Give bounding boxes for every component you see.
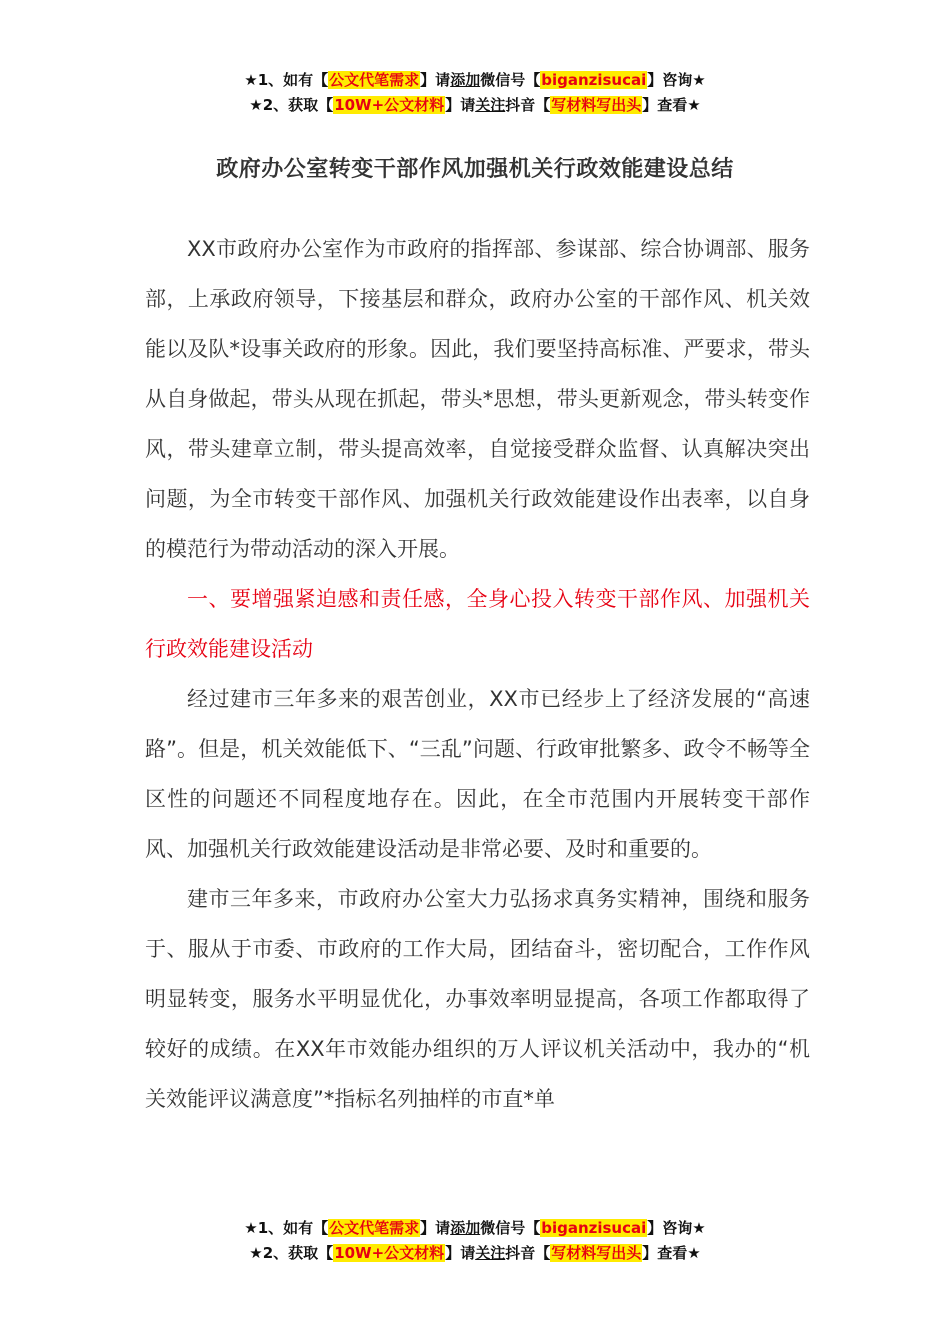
promo-highlight: 公文代笔需求 [329,71,420,89]
promo-wechat-id: biganzisucai [541,71,647,89]
document-body [145,224,810,1124]
promo-text: ★2、获取【 [249,96,334,114]
document-title: 政府办公室转变干部作风加强机关行政效能建设总结 [216,157,734,182]
promo-underline: 添加 [450,1219,481,1237]
promo-line-1 [0,1216,950,1241]
promo-text: ★1、如有【 [244,71,329,89]
promo-text: 抖音【 [505,96,551,114]
promo-text: 】咨询★ [647,1219,706,1237]
promo-text: 微信号【 [480,1219,541,1237]
paragraph-background: 经过建市三年多来的艰苦创业，XX市已经步上了经济发展的“高速路”。但是，机关效能低下、“三乱”问题、行政审批繁多、政令不畅等全区性的问题还不同程度地存在。因此，在全市范围内开展转变干部作风、加强机关行政效能建设活动是非常必要、及时和重要的。 [145,687,810,861]
promo-underline: 关注 [475,1244,506,1262]
promo-text: 】请 [445,1244,476,1262]
promo-highlight: 公文代笔需求 [329,1219,420,1237]
promo-wechat-id: biganzisucai [541,1219,647,1237]
promo-text: 】请 [420,71,451,89]
section-heading-1: 一、要增强紧迫感和责任感，全身心投入转变干部作风、加强机关行政效能建设活动 [145,587,810,661]
promo-line-2 [0,1241,950,1266]
promo-text: ★1、如有【 [244,1219,329,1237]
promo-underline: 添加 [450,71,481,89]
promo-text: 】查看★ [642,1244,701,1262]
promo-douyin-id: 写材料写出头 [551,96,642,114]
promo-line-2 [0,93,950,118]
promo-highlight: 10W+公文材料 [334,1244,445,1262]
paragraph-intro: XX市政府办公室作为市政府的指挥部、参谋部、综合协调部、服务部，上承政府领导，下接基层和群众，政府办公室的干部作风、机关效能以及队*设事关政府的形象。因此，我们要坚持高标准、严要求，带头从自身做起，带头从现在抓起，带头*思想，带头更新观念，带头转变作风，带头建章立制，带头提高效率，自觉接受群众监督、认真解决突出问题，为全市转变干部作风、加强机关行政效能建设作出表率，以自身的模范行为带动活动的深入开展。 [145,237,810,561]
promo-text: 】请 [420,1219,451,1237]
promo-banner-top [0,68,950,118]
promo-line-1 [0,68,950,93]
promo-text: 微信号【 [480,71,541,89]
promo-douyin-id: 写材料写出头 [551,1244,642,1262]
promo-highlight: 10W+公文材料 [334,96,445,114]
promo-text: 】查看★ [642,96,701,114]
promo-underline: 关注 [475,96,506,114]
promo-banner-bottom [0,1216,950,1266]
promo-text: 】咨询★ [647,71,706,89]
promo-text: 抖音【 [505,1244,551,1262]
paragraph-achievements: 建市三年多来，市政府办公室大力弘扬求真务实精神，围绕和服务于、服从于市委、市政府的工作大局，团结奋斗，密切配合，工作作风明显转变，服务水平明显优化，办事效率明显提高，各项工作都取得了较好的成绩。在XX年市效能办组织的万人评议机关活动中，我办的“机关效能评议满意度”*指标名列抽样的市直*单 [145,887,810,1111]
promo-text: ★2、获取【 [249,1244,334,1262]
promo-text: 】请 [445,96,476,114]
